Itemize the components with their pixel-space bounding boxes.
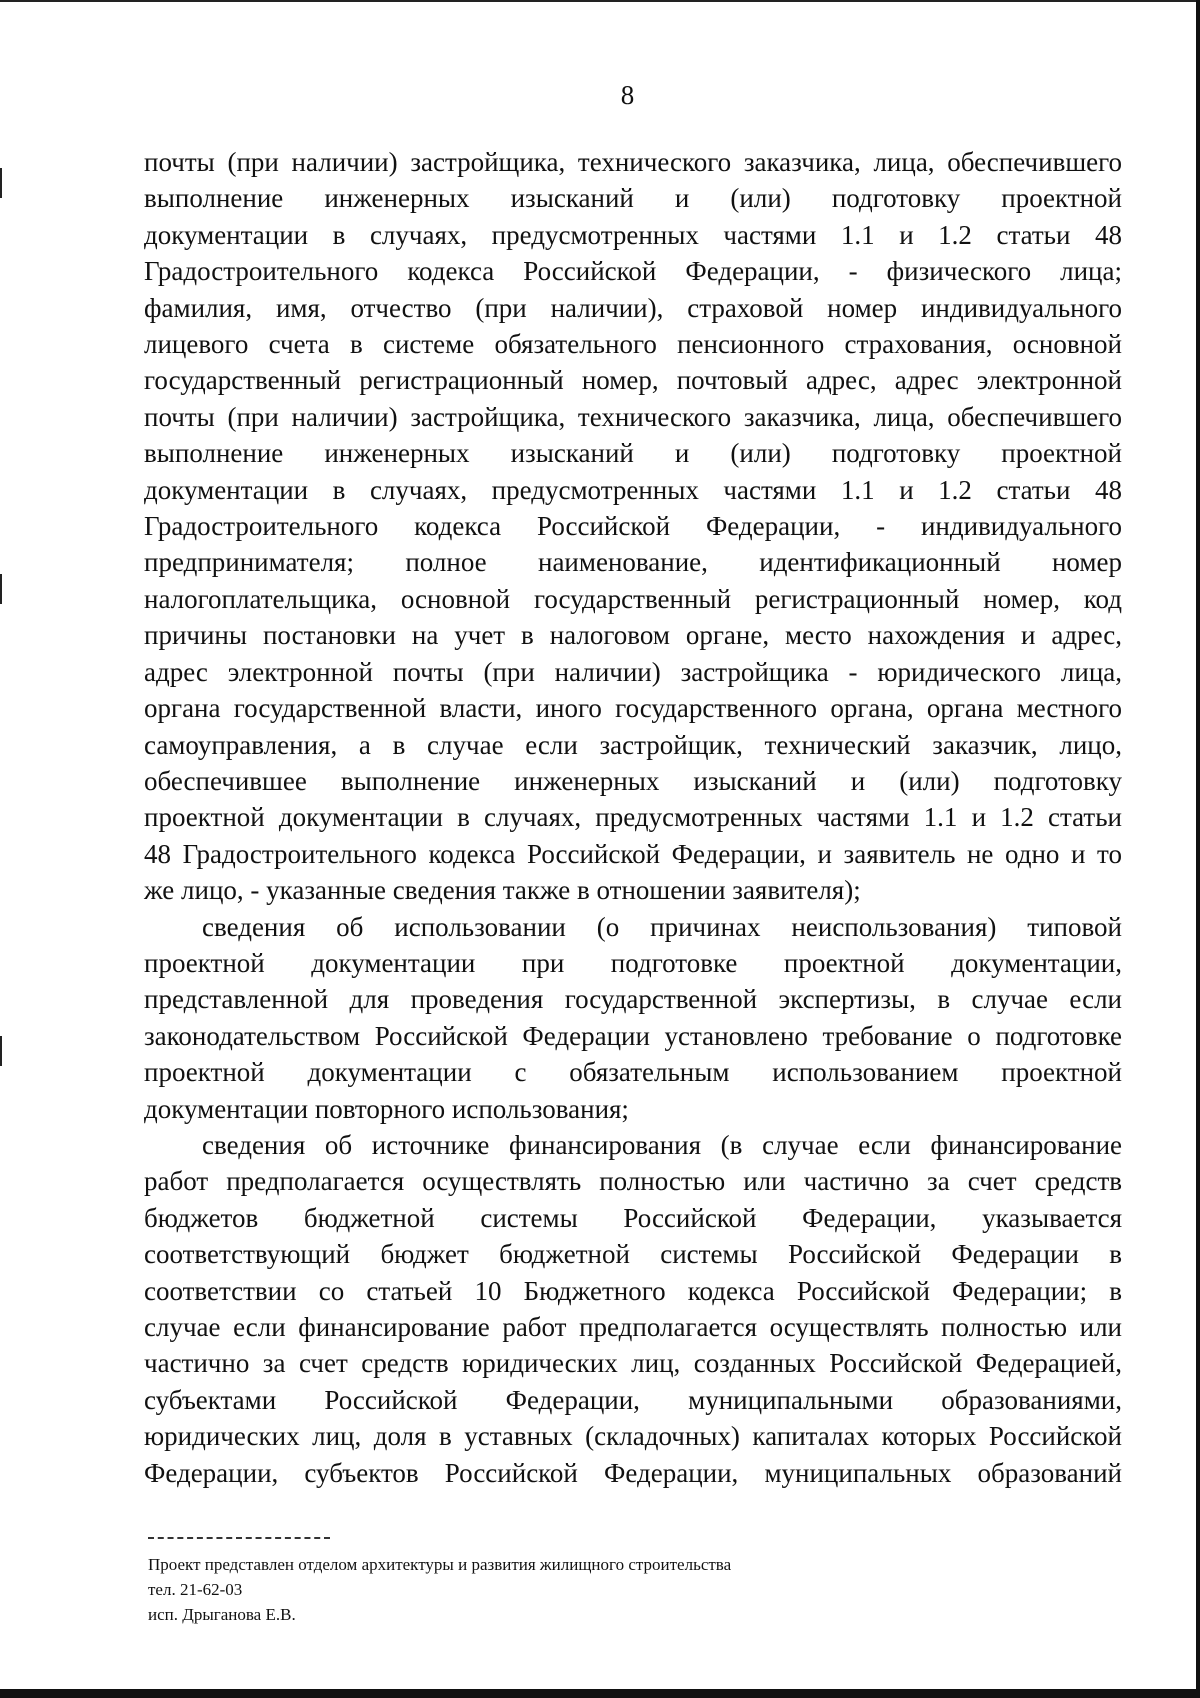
text-line: причины постановки на учет в налоговом органе, место нахождения и адрес,: [144, 620, 1122, 651]
text-line: Градостроительного кодекса Российской Федерации, - индивидуального: [144, 511, 1122, 542]
text-line: же лицо, - указанные сведения также в отношении заявителя);: [144, 875, 861, 906]
text-line: почты (при наличии) застройщика, технического заказчика, лица, обеспечившего: [144, 401, 1122, 432]
text-line: законодательством Российской Федерации установлено требование о подготовке: [144, 1020, 1122, 1051]
footnote-executor: исп. Дрыганова Е.В.: [148, 1605, 296, 1624]
text-line: выполнение инженерных изысканий и (или) подготовку проектной: [144, 438, 1122, 469]
footnote-phone: тел. 21-62-03: [148, 1580, 243, 1599]
text-line: работ предполагается осуществлять полностью или частично за счет средств: [144, 1166, 1122, 1197]
body-text: [144, 144, 1122, 1491]
page-number: 8: [620, 80, 635, 110]
scan-border-right: [1196, 0, 1200, 1698]
text-line: частично за счет средств юридических лиц, созданных Российской Федерацией,: [144, 1348, 1122, 1379]
text-line: адрес электронной почты (при наличии) застройщика - юридического лица,: [144, 656, 1122, 687]
footnote-department: Проект представлен отделом архитектуры и развития жилищного строительства: [148, 1555, 732, 1574]
text-line: проектной документации при подготовке проектной документации,: [144, 947, 1122, 978]
scan-margin-mark: [0, 168, 2, 198]
text-line: документации повторного использования;: [144, 1093, 629, 1124]
scan-border-bottom: [0, 1689, 1200, 1698]
text-line: соответствующий бюджет бюджетной системы Российской Федерации в: [144, 1239, 1122, 1270]
text-line: налогоплательщика, основной государственный регистрационный номер, код: [144, 583, 1122, 614]
text-line: случае если финансирование работ предполагается осуществлять полностью или: [144, 1312, 1122, 1342]
footnote-separator: [148, 1537, 330, 1539]
text-line: субъектами Российской Федерации, муниципальными образованиями,: [144, 1384, 1122, 1415]
text-line: Федерации, субъектов Российской Федерации, муниципальных образований: [144, 1457, 1122, 1488]
text-line: юридических лиц, доля в уставных (складочных) капиталах которых Российской: [144, 1421, 1122, 1452]
text-line: проектной документации в случаях, предусмотренных частями 1.1 и 1.2 статьи: [144, 802, 1122, 833]
text-line: фамилия, имя, отчество (при наличии), страховой номер индивидуального: [144, 292, 1122, 323]
text-line: проектной документации с обязательным использованием проектной: [144, 1057, 1122, 1088]
scan-margin-mark: [0, 574, 2, 604]
scan-border-top: [0, 0, 1200, 2]
scan-margin-mark: [0, 1036, 2, 1066]
text-line: 48 Градостроительного кодекса Российской Федерации, и заявитель не одно и то: [144, 838, 1122, 869]
text-line: самоуправления, а в случае если застройщик, технический заказчик, лицо,: [144, 729, 1122, 760]
text-line: документации в случаях, предусмотренных частями 1.1 и 1.2 статьи 48: [144, 219, 1122, 250]
text-line: почты (при наличии) застройщика, технического заказчика, лица, обеспечившего: [144, 147, 1122, 177]
text-line: сведения об использовании (о причинах неиспользования) типовой: [202, 911, 1122, 942]
footnote: [148, 1552, 948, 1627]
text-line: бюджетов бюджетной системы Российской Федерации, указывается: [144, 1202, 1122, 1233]
text-line: государственный регистрационный номер, почтовый адрес, адрес электронной: [144, 365, 1122, 396]
text-line: обеспечившее выполнение инженерных изысканий и (или) подготовку: [144, 765, 1122, 796]
text-line: представленной для проведения государственной экспертизы, в случае если: [144, 984, 1122, 1015]
text-line: предпринимателя; полное наименование, идентификационный номер: [144, 547, 1122, 578]
text-line: сведения об источнике финансирования (в случае если финансирование: [202, 1129, 1122, 1160]
text-line: выполнение инженерных изысканий и (или) подготовку проектной: [144, 183, 1122, 214]
text-line: органа государственной власти, иного государственного органа, органа местного: [144, 693, 1122, 724]
text-line: соответствии со статьей 10 Бюджетного кодекса Российской Федерации; в: [144, 1275, 1122, 1306]
text-line: документации в случаях, предусмотренных частями 1.1 и 1.2 статьи 48: [144, 474, 1122, 505]
text-line: лицевого счета в системе обязательного пенсионного страхования, основной: [144, 329, 1122, 360]
text-line: Градостроительного кодекса Российской Федерации, - физического лица;: [144, 256, 1122, 287]
